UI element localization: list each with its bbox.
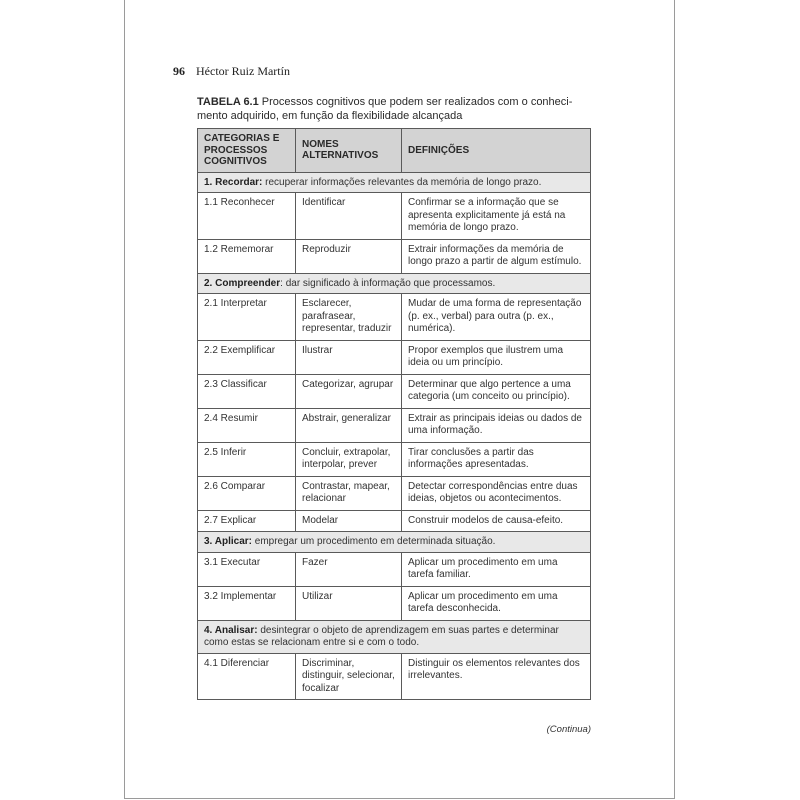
process-cell: 3.2 Implementar: [198, 586, 296, 620]
section-name: 1. Recordar:: [204, 176, 263, 188]
definition-cell: Tirar conclusões a partir das informações apresentadas.: [402, 442, 591, 476]
alternatives-cell: Fazer: [296, 552, 402, 586]
definition-cell: Determinar que algo pertence a uma categoria (um conceito ou princípio).: [402, 374, 591, 408]
table-row: [198, 653, 591, 700]
section-name: 3. Aplicar:: [204, 536, 252, 547]
header-definitions: DEFINIÇÕES: [402, 129, 591, 173]
author-name: Héctor Ruiz Martín: [196, 64, 290, 78]
definition-cell: Aplicar um procedimento em uma tarefa familiar.: [402, 552, 591, 586]
alternatives-cell: Modelar: [296, 510, 402, 532]
section-cell: [198, 620, 591, 653]
process-cell: 2.2 Exemplificar: [198, 340, 296, 374]
cognitive-processes-table: [197, 128, 591, 700]
running-head: [173, 64, 290, 79]
table-row: [198, 340, 591, 374]
alternatives-cell: Utilizar: [296, 586, 402, 620]
alternatives-cell: Concluir, extrapolar, interpolar, prever: [296, 442, 402, 476]
alternatives-cell: Identificar: [296, 193, 402, 240]
section-cell: [198, 532, 591, 553]
definition-cell: Propor exemplos que ilustrem uma ideia ou um princípio.: [402, 340, 591, 374]
section-row: [198, 172, 591, 193]
alternatives-cell: Esclarecer, parafrasear, representar, traduzir: [296, 294, 402, 341]
definition-cell: Extrair as principais ideias ou dados de uma informação.: [402, 408, 591, 442]
table-header-row: [198, 129, 591, 173]
table-row: [198, 586, 591, 620]
table-caption: [197, 96, 597, 123]
definition-cell: Aplicar um procedimento em uma tarefa desconhecida.: [402, 586, 591, 620]
process-cell: 1.1 Reconhecer: [198, 193, 296, 240]
table-row: [198, 294, 591, 341]
continuation-note: (Continua): [546, 724, 591, 735]
table-row: [198, 442, 591, 476]
table-row: [198, 510, 591, 532]
definition-cell: Mudar de uma forma de representação (p. ex., verbal) para outra (p. ex., numérica).: [402, 294, 591, 341]
process-cell: 2.1 Interpretar: [198, 294, 296, 341]
section-cell: [198, 172, 591, 193]
table-row: [198, 374, 591, 408]
table-row: [198, 476, 591, 510]
section-description: : dar significado à informação que processamos.: [280, 277, 496, 289]
alternatives-cell: Contrastar, mapear, relacionar: [296, 476, 402, 510]
process-cell: 4.1 Diferenciar: [198, 653, 296, 700]
alternatives-cell: Categorizar, agrupar: [296, 374, 402, 408]
alternatives-cell: Reproduzir: [296, 239, 402, 273]
table-body: [198, 172, 591, 700]
header-alternative-names: NOMES ALTERNATIVOS: [296, 129, 402, 173]
process-cell: 2.4 Resumir: [198, 408, 296, 442]
process-cell: 2.5 Inferir: [198, 442, 296, 476]
table-caption-text: Processos cognitivos que podem ser realizados com o conheci-mento adquirido, em função da flexibilidade alcançada: [197, 96, 573, 122]
section-name: 4. Analisar:: [204, 624, 258, 636]
section-description: empregar um procedimento em determinada situação.: [254, 536, 496, 547]
process-cell: 1.2 Rememorar: [198, 239, 296, 273]
process-cell: 2.6 Comparar: [198, 476, 296, 510]
process-cell: 2.7 Explicar: [198, 510, 296, 532]
section-row: [198, 532, 591, 553]
section-description: recuperar informações relevantes da memória de longo prazo.: [265, 176, 542, 188]
page-number: 96: [173, 64, 185, 78]
section-row: [198, 620, 591, 653]
table-row: [198, 239, 591, 273]
process-cell: 3.1 Executar: [198, 552, 296, 586]
process-cell: 2.3 Classificar: [198, 374, 296, 408]
definition-cell: Distinguir os elementos relevantes dos irrelevantes.: [402, 653, 591, 700]
definition-cell: Extrair informações da memória de longo prazo a partir de algum estímulo.: [402, 239, 591, 273]
definition-cell: Confirmar se a informação que se apresenta explicitamente já está na memória de longo prazo.: [402, 193, 591, 240]
section-row: [198, 273, 591, 294]
definition-cell: Detectar correspondências entre duas ideias, objetos ou acontecimentos.: [402, 476, 591, 510]
definition-cell: Construir modelos de causa-efeito.: [402, 510, 591, 532]
table-row: [198, 193, 591, 240]
table-row: [198, 408, 591, 442]
header-categories: CATEGORIAS E PROCESSOS COGNITIVOS: [198, 129, 296, 173]
alternatives-cell: Abstrair, generalizar: [296, 408, 402, 442]
alternatives-cell: Ilustrar: [296, 340, 402, 374]
section-cell: [198, 273, 591, 294]
section-description: desintegrar o objeto de aprendizagem em suas partes e determinar como estas se relacionam entre si e com o todo.: [204, 624, 559, 648]
table-label: TABELA 6.1: [197, 96, 259, 108]
section-name: 2. Compreender: [204, 277, 281, 289]
table-row: [198, 552, 591, 586]
alternatives-cell: Discriminar, distinguir, selecionar, focalizar: [296, 653, 402, 700]
